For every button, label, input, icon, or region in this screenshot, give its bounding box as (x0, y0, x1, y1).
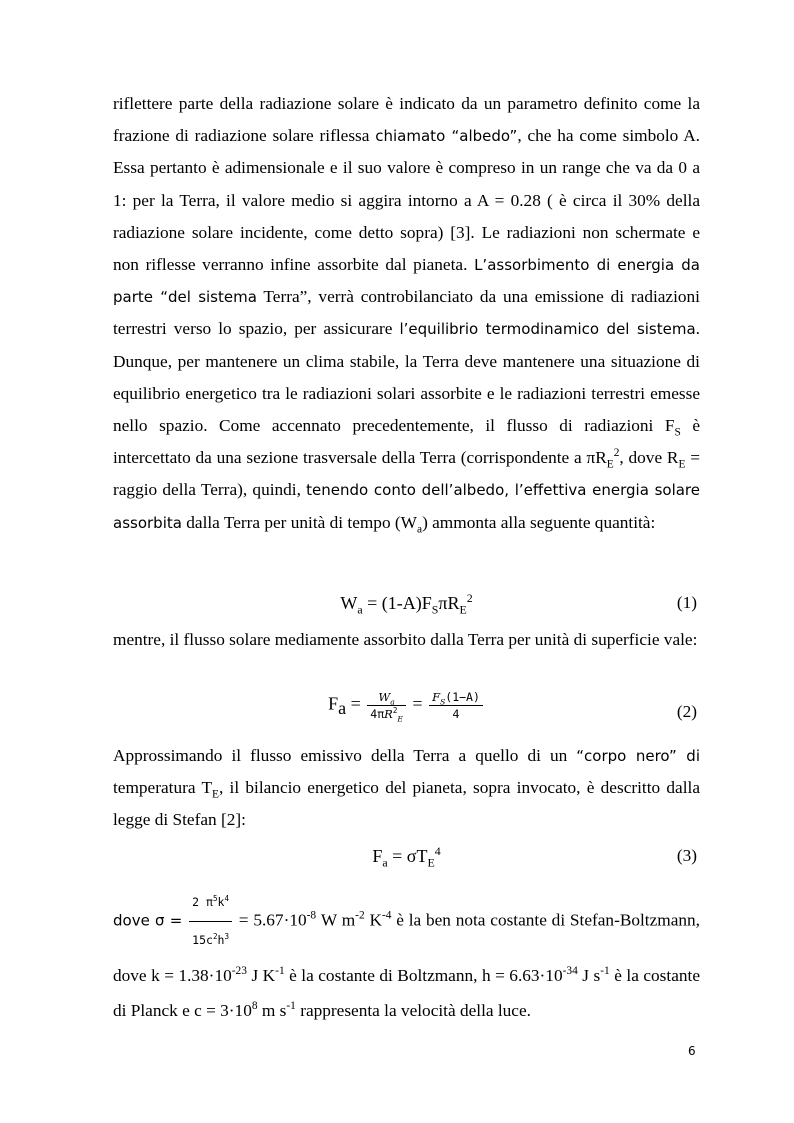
equation-3 (113, 840, 700, 874)
paragraph-solar-flux: mentre, il flusso solare mediamente assorbito dalla Terra per unità di superficie vale: (113, 630, 698, 649)
subscript: E (459, 602, 467, 617)
text-segment: , che ha come simbolo A. Essa pertanto è adimensionale e il suo valore è compreso in un range che va da 0 a 1: per la Terra, il valore medio si aggira intorno a A = 0.28 ( è circa il 30% della radiazione solare incidente, come detto sopra) [3]. Le radiazioni non schermate e non riflesse verranno infine assorbite dal pianeta. (113, 126, 700, 275)
fraction-numerator (429, 690, 483, 706)
equation-3-formula (113, 844, 700, 870)
superscript: -1 (275, 965, 285, 978)
eq-symbol: F (432, 690, 441, 704)
equation-2 (113, 690, 700, 738)
text-segment: ) ammonta alla seguente quantità: (422, 512, 656, 532)
subscript: a (338, 698, 347, 719)
text-segment: Terra”, verrà controbilanciato da una emissione di radiazioni terrestri verso lo spazio, per assicurare (113, 287, 700, 339)
fraction-numerator (189, 885, 232, 922)
superscript: -8 (306, 909, 317, 922)
eq-text: 2 π (192, 895, 213, 909)
text-segment-effective-energy: tenendo conto dell’albedo, l’effettiva energia solare assorbita (113, 481, 701, 532)
text-segment: J s (577, 966, 601, 985)
subscript: E (427, 855, 435, 870)
eq-symbol: W (340, 593, 358, 613)
text-segment: m s (257, 1001, 287, 1020)
text-segment: W m (316, 910, 356, 930)
superscript: 5 (212, 894, 218, 904)
subscript: E (606, 458, 614, 471)
text-segment-equilibrium: l’equilibrio termodinamico del sistema (399, 320, 696, 339)
subscript: a (382, 855, 388, 870)
page-number: 6 (688, 1044, 696, 1058)
subscript: S (674, 426, 681, 439)
superscript: 2 (392, 706, 398, 716)
eq-text: 15c (192, 933, 213, 947)
equation-1 (113, 588, 700, 622)
text-segment: dalla Terra per unità di tempo (W (181, 512, 417, 532)
eq-text: = (1-A)F (362, 593, 432, 613)
paragraph-constants (113, 885, 700, 1028)
subscript: S (440, 697, 446, 707)
text-segment-black-body: “corpo nero” di (576, 747, 700, 765)
text-segment: temperatura T (113, 778, 213, 798)
fraction-denominator (189, 922, 232, 958)
text-segment: riflettere parte della radiazione solare è indicato da un parametro definito come la frazione di radiazione solare riflessa (113, 94, 700, 146)
text-segment: . Dunque, per mantenere un clima stabile, la Terra deve mantenere una situazione di equilibrio energetico tra le radiazioni solari assorbite e le radiazioni terrestri emesse nello spazio. Come accennato precedentemente, il flusso di radiazioni F (113, 319, 700, 436)
subscript: a (390, 697, 395, 707)
superscript: 2 (613, 447, 620, 460)
subscript: E (397, 714, 403, 724)
superscript: -34 (562, 965, 578, 978)
eq-text: h (217, 933, 225, 947)
superscript: -4 (381, 909, 392, 922)
subscript: a (416, 523, 423, 536)
superscript: -1 (286, 1000, 296, 1013)
eq-text: k (217, 895, 225, 909)
text-segment: , il bilancio energetico del pianeta, sopra invocato, è descritto dalla legge di Stefan [2]: (113, 778, 700, 830)
equation-2-formula (113, 690, 700, 724)
text-segment: , dove R (619, 448, 679, 468)
text-segment: = 5.67·10 (234, 910, 307, 930)
subscript: S (431, 602, 439, 617)
subscript: a (357, 602, 363, 617)
text-segment: è la ben nota costante di Stefan-Boltzmann, dove k = 1.38·10 (113, 910, 700, 985)
superscript: 3 (224, 932, 229, 942)
eq-symbol: F (372, 846, 383, 866)
superscript: 4 (434, 844, 441, 858)
superscript: 2 (212, 932, 218, 942)
eq-equals: = (412, 693, 423, 714)
text-segment-absorption: L’assorbimento di energia da parte “del sistema (113, 256, 701, 307)
superscript: 4 (224, 894, 229, 904)
eq-text: = σT (387, 846, 428, 866)
text-segment: Approssimando il flusso emissivo della Terra a quello di un (113, 746, 577, 765)
fraction-numerator (367, 690, 406, 706)
equation-1-number: (1) (676, 593, 697, 612)
eq-equals: = (350, 693, 361, 714)
text-segment-sigma: dove σ = (113, 911, 183, 930)
fraction-denominator (367, 706, 406, 724)
eq-text: (1−A) (445, 690, 480, 704)
equation-2-number: (2) (676, 702, 697, 721)
superscript: 2 (466, 591, 473, 605)
text-segment-albedo: chiamato “albedo” (375, 127, 518, 146)
superscript: -2 (355, 909, 365, 922)
text-segment: K (364, 910, 382, 930)
text-segment: è la costante di Planck e c = 3·10 (113, 966, 700, 1020)
subscript: E (212, 788, 219, 801)
superscript: -23 (231, 965, 247, 978)
text-segment: = raggio della Terra), quindi, (113, 448, 700, 500)
fraction-fs-over-4 (429, 690, 483, 721)
fraction-denominator: 4 (452, 707, 460, 721)
eq-text: 4π (370, 707, 385, 721)
equation-3-number: (3) (676, 846, 697, 865)
superscript: 8 (251, 1000, 258, 1013)
fraction-stefan-constant (189, 885, 232, 958)
eq-text: πR (438, 593, 460, 613)
eq-symbol: F (328, 693, 339, 714)
subscript: E (678, 458, 686, 471)
text-segment: rappresenta la velocità della luce. (295, 1001, 531, 1020)
text-segment: è la costante di Boltzmann, h = 6.63·10 (284, 966, 563, 985)
paragraph-albedo (113, 88, 700, 539)
superscript: -1 (600, 965, 610, 978)
paragraph-black-body (113, 740, 700, 837)
eq-symbol: R (384, 707, 393, 721)
equation-1-formula (113, 591, 700, 617)
text-segment: J K (246, 966, 276, 985)
fraction-wa-over-4pire2 (367, 690, 406, 724)
eq-symbol: W (378, 690, 391, 704)
text-segment: è intercettato da una sezione trasversale della Terra (corrispondente a πR (113, 416, 700, 468)
